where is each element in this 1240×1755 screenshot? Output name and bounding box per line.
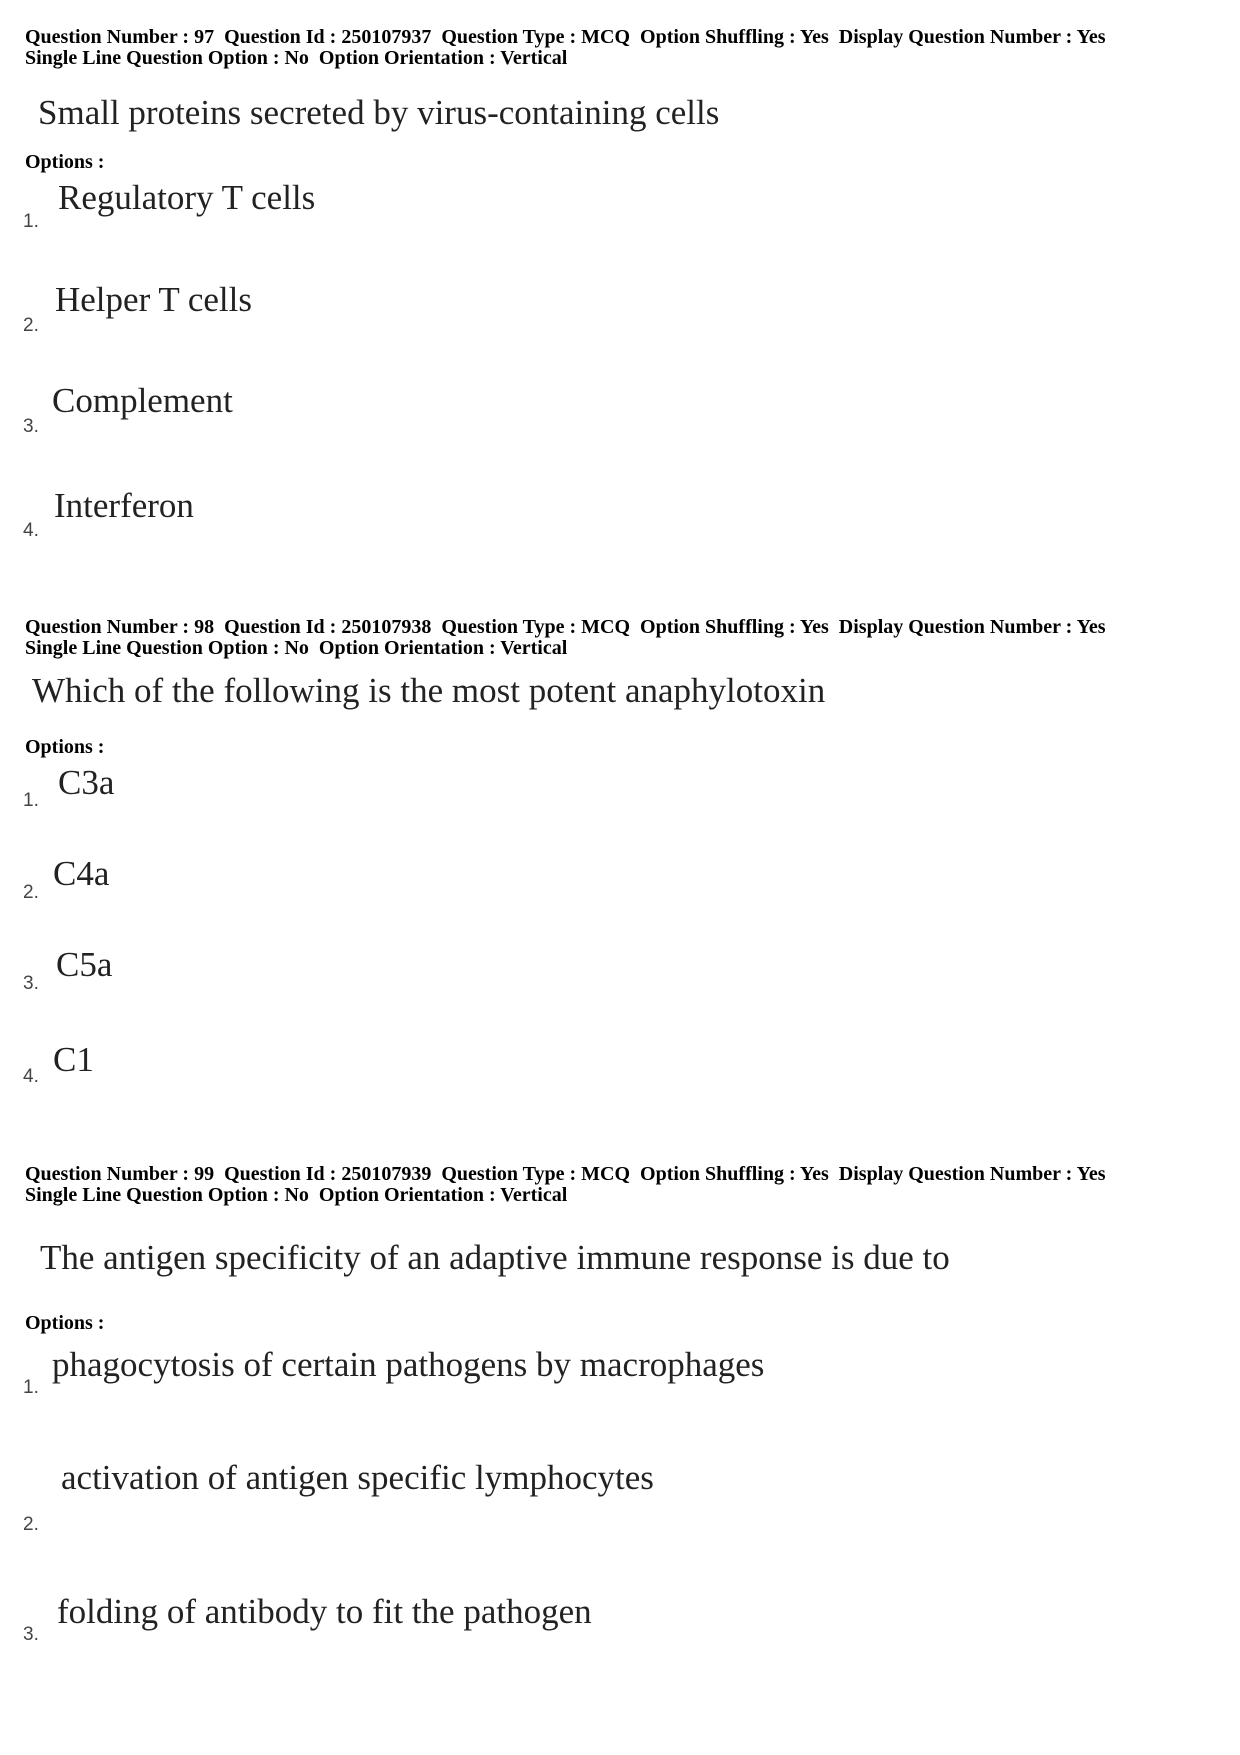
question-97-option-1[interactable]: Regulatory T cells (58, 178, 316, 217)
question-97-option-1-number: 1. (23, 211, 39, 232)
question-98-option-1[interactable]: C3a (58, 763, 115, 802)
question-99-meta-line2: Single Line Question Option : No Option Orientation : Vertical (25, 1184, 568, 1206)
question-98-option-2[interactable]: C4a (53, 854, 110, 893)
question-99-meta-line1: Question Number : 99 Question Id : 250107939 Question Type : MCQ Option Shuffling : Yes Display Question Number : Yes (25, 1163, 1106, 1185)
question-97-option-2[interactable]: Helper T cells (55, 280, 252, 319)
question-99-option-3-number: 3. (23, 1624, 39, 1645)
question-98-meta-line1: Question Number : 98 Question Id : 250107938 Question Type : MCQ Option Shuffling : Yes Display Question Number : Yes (25, 616, 1106, 638)
question-99-option-2-number: 2. (23, 1514, 39, 1535)
question-97-meta-line1: Question Number : 97 Question Id : 250107937 Question Type : MCQ Option Shuffling : Yes Display Question Number : Yes (25, 26, 1106, 48)
question-98-option-4-number: 4. (23, 1066, 39, 1087)
question-98-option-4[interactable]: C1 (53, 1040, 94, 1079)
question-97-option-4[interactable]: Interferon (54, 486, 194, 525)
question-97-meta-line2: Single Line Question Option : No Option Orientation : Vertical (25, 47, 568, 69)
question-98-option-3-number: 3. (23, 973, 39, 994)
question-98-option-2-number: 2. (23, 882, 39, 903)
question-99-option-1[interactable]: phagocytosis of certain pathogens by macrophages (52, 1345, 765, 1384)
question-97-option-3-number: 3. (23, 416, 39, 437)
question-99-options-label: Options : (25, 1312, 105, 1334)
question-98-meta-line2: Single Line Question Option : No Option Orientation : Vertical (25, 637, 568, 659)
question-97-option-2-number: 2. (23, 315, 39, 336)
question-98-text: Which of the following is the most potent anaphylotoxin (32, 671, 826, 710)
question-98-option-1-number: 1. (23, 790, 39, 811)
question-97-text: Small proteins secreted by virus-containing cells (38, 93, 720, 132)
question-99-option-2[interactable]: activation of antigen specific lymphocytes (61, 1458, 654, 1497)
question-97-option-3[interactable]: Complement (52, 381, 233, 420)
question-98-option-3[interactable]: C5a (56, 945, 113, 984)
question-99-text: The antigen specificity of an adaptive immune response is due to (40, 1238, 950, 1277)
question-98-options-label: Options : (25, 736, 105, 758)
question-97-option-4-number: 4. (23, 520, 39, 541)
question-97-options-label: Options : (25, 151, 105, 173)
question-99-option-3[interactable]: folding of antibody to fit the pathogen (57, 1592, 592, 1631)
question-99-option-1-number: 1. (23, 1377, 39, 1398)
